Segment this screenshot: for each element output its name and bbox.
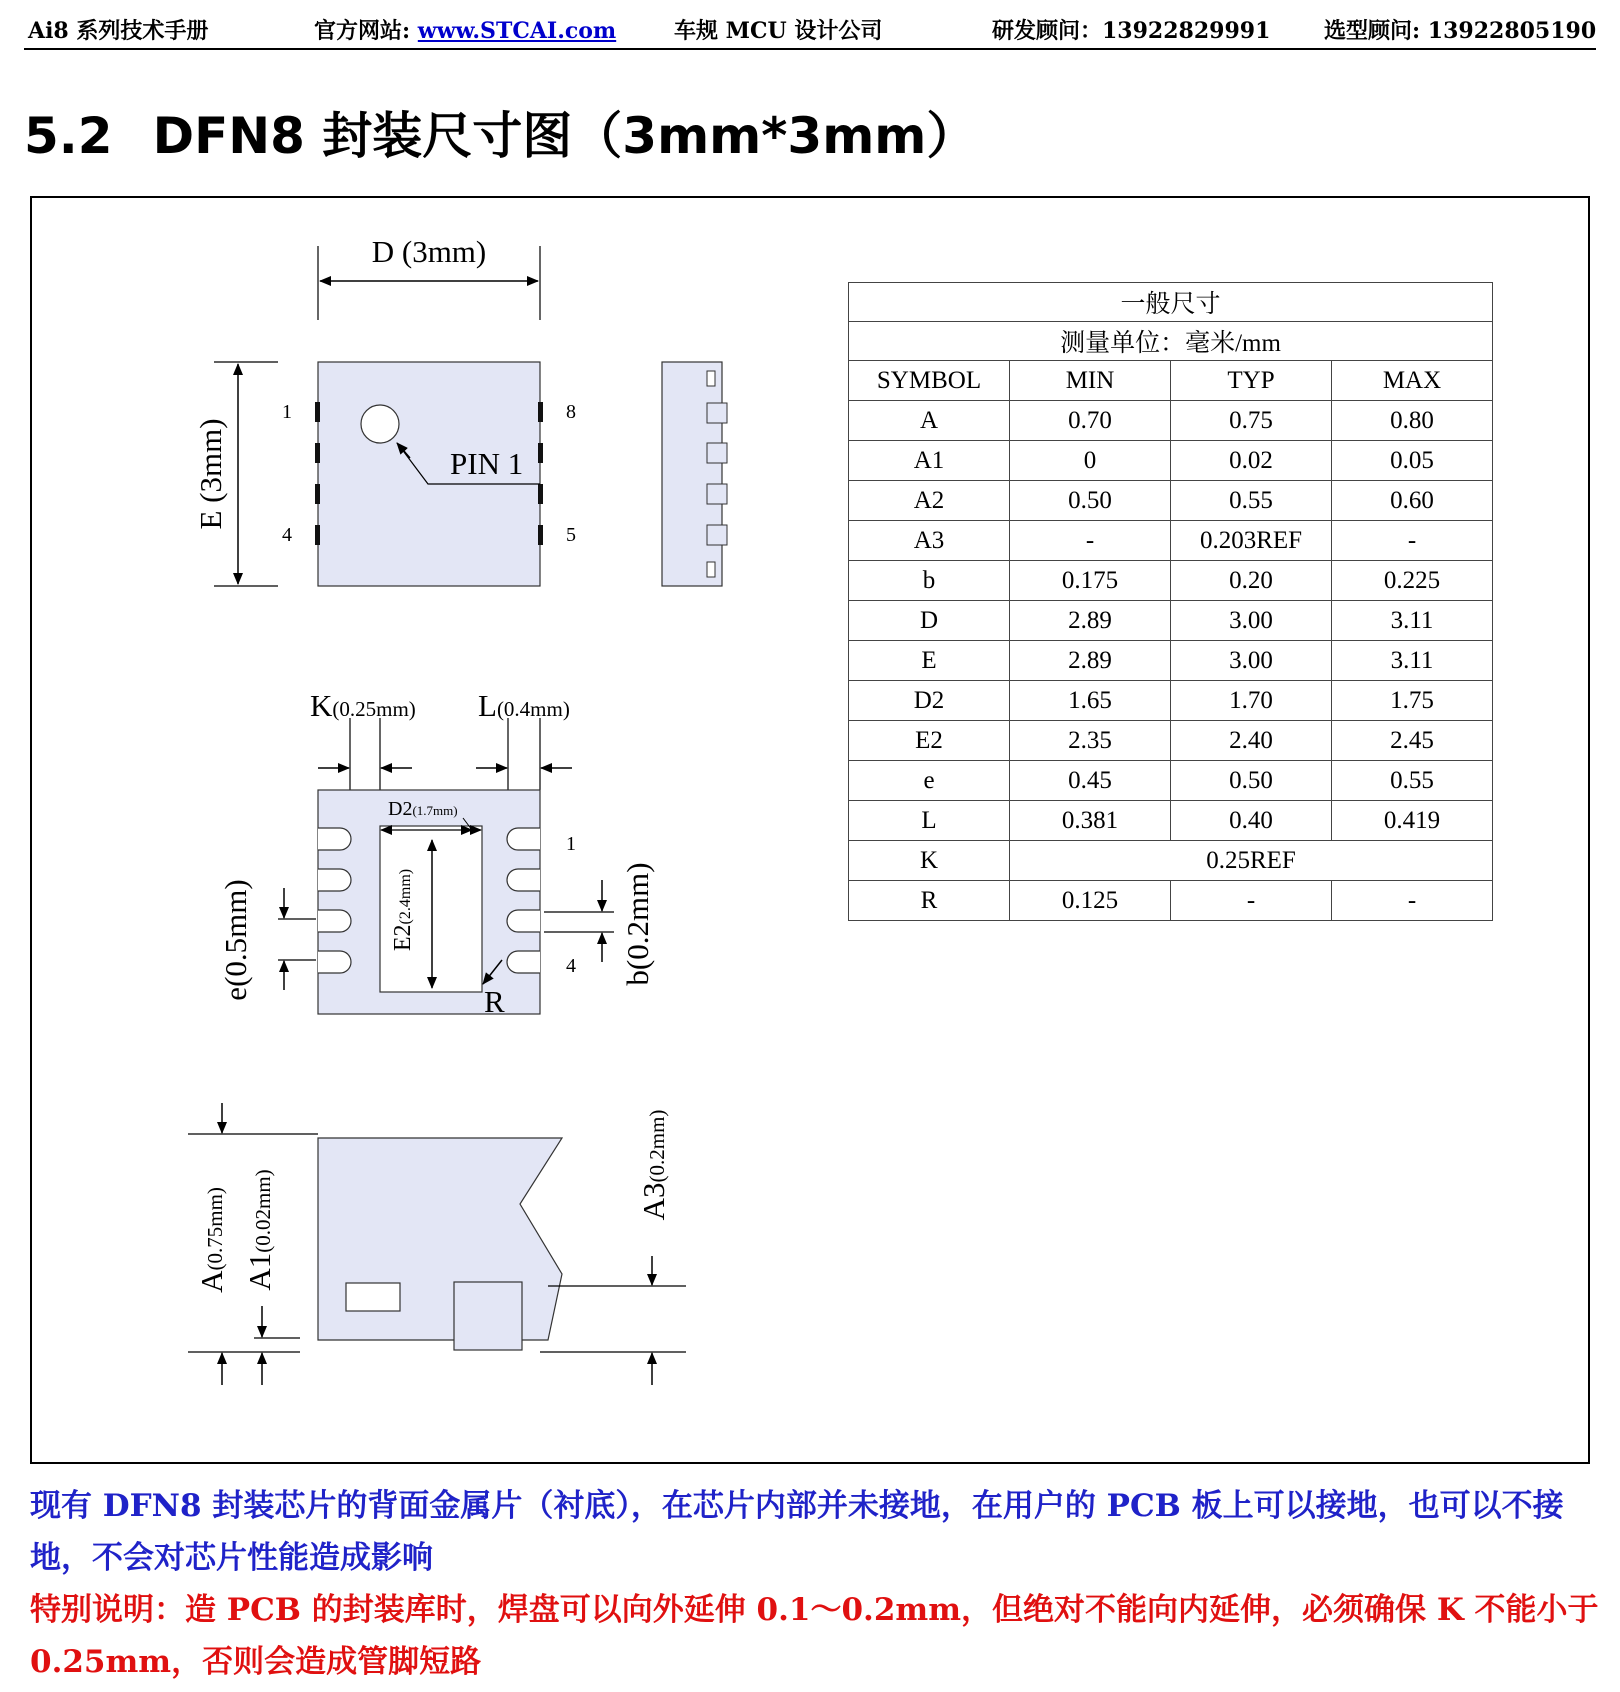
r-label: R	[484, 984, 505, 1019]
table-row	[849, 641, 1493, 681]
value-cell: 0.80	[1332, 401, 1493, 441]
value-cell: 0.203REF	[1171, 521, 1332, 561]
symbol-cell: A1	[849, 441, 1010, 481]
e-pitch-label: e(0.5mm)	[218, 879, 253, 1001]
value-cell: -	[1010, 521, 1171, 561]
value-cell: 0.05	[1332, 441, 1493, 481]
value-cell: 2.89	[1010, 601, 1171, 641]
l-dim-label: L(0.4mm)	[478, 688, 570, 723]
value-cell: 3.00	[1171, 601, 1332, 641]
value-cell: 0.50	[1010, 481, 1171, 521]
table-row	[849, 521, 1493, 561]
site-label-text: 官方网站:	[314, 18, 411, 44]
value-cell: 0.225	[1332, 561, 1493, 601]
table-row	[849, 761, 1493, 801]
value-cell: 2.40	[1171, 721, 1332, 761]
bottom-pin-4: 4	[566, 955, 576, 977]
pin-num-1: 1	[282, 401, 292, 423]
symbol-cell: K	[849, 841, 1010, 881]
end-view	[662, 362, 727, 586]
a1-height-label: A1(0.02mm)	[242, 1169, 277, 1291]
pin1-marker	[361, 405, 399, 443]
table-row	[849, 841, 1493, 881]
company-text: 车规 MCU 设计公司	[674, 18, 883, 44]
top-view	[193, 234, 576, 586]
substrate-note: 现有 DFN8 封装芯片的背面金属片（衬底），在芯片内部并未接地，在用户的 PCB 板上可以接地，也可以不接地，不会对芯片性能造成影响	[30, 1488, 1564, 1576]
table-row	[849, 601, 1493, 641]
value-cell: 0.45	[1010, 761, 1171, 801]
e-dim-label: E (3mm)	[193, 418, 228, 530]
d-dim-label: D (3mm)	[371, 234, 487, 269]
table-row	[849, 481, 1493, 521]
table-header-row	[849, 361, 1493, 401]
symbol-cell: A3	[849, 521, 1010, 561]
symbol-cell: e	[849, 761, 1010, 801]
value-cell: -	[1332, 521, 1493, 561]
table-title: 一般尺寸	[849, 283, 1493, 322]
rd-contact: 研发顾问：13922829991	[992, 18, 1271, 44]
value-cell: 2.35	[1010, 721, 1171, 761]
header-symbol: SYMBOL	[849, 361, 1010, 401]
symbol-cell: L	[849, 801, 1010, 841]
symbol-cell: D2	[849, 681, 1010, 721]
value-cell: 0.419	[1332, 801, 1493, 841]
pin1-label: PIN 1	[450, 446, 524, 481]
table-row	[849, 881, 1493, 921]
bottom-view	[218, 688, 655, 1019]
header-max: MAX	[1332, 361, 1493, 401]
value-cell: 0.02	[1171, 441, 1332, 481]
dimension-table	[848, 282, 1493, 921]
table-row	[849, 721, 1493, 761]
pin-num-5: 5	[566, 524, 576, 546]
doc-title: Ai8 系列技术手册	[28, 18, 209, 44]
value-cell: 0.40	[1171, 801, 1332, 841]
header-min: MIN	[1010, 361, 1171, 401]
table-title-row	[849, 283, 1493, 322]
section-number: 5.2	[24, 107, 113, 165]
symbol-cell: b	[849, 561, 1010, 601]
symbol-cell: A	[849, 401, 1010, 441]
symbol-cell: D	[849, 601, 1010, 641]
value-cell: 0	[1010, 441, 1171, 481]
table-row	[849, 681, 1493, 721]
value-cell: -	[1332, 881, 1493, 921]
symbol-cell: E	[849, 641, 1010, 681]
section-title-text: DFN8 封装尺寸图（3mm*3mm）	[152, 107, 977, 165]
value-cell: 1.70	[1171, 681, 1332, 721]
value-cell: 0.175	[1010, 561, 1171, 601]
table-row	[849, 561, 1493, 601]
value-cell: 1.65	[1010, 681, 1171, 721]
table-unit-row	[849, 322, 1493, 361]
k-dim-label: K(0.25mm)	[310, 688, 416, 723]
sel-contact: 选型顾问: 13922805190	[1324, 18, 1597, 44]
symbol-cell: A2	[849, 481, 1010, 521]
table-row	[849, 801, 1493, 841]
site-link[interactable]: www.STCAI.com	[417, 18, 617, 44]
value-cell: 0.20	[1171, 561, 1332, 601]
value-cell: 3.11	[1332, 641, 1493, 681]
value-cell: 3.11	[1332, 601, 1493, 641]
value-cell: 0.50	[1171, 761, 1332, 801]
value-cell: -	[1171, 881, 1332, 921]
value-cell: 2.89	[1010, 641, 1171, 681]
symbol-cell: E2	[849, 721, 1010, 761]
a-height-label: A(0.75mm)	[194, 1187, 229, 1293]
a3-height-label: A3(0.2mm)	[636, 1109, 671, 1221]
d2-dim-label: D2(1.7mm)	[388, 798, 458, 820]
value-cell: 2.45	[1332, 721, 1493, 761]
value-cell: 0.60	[1332, 481, 1493, 521]
table-row	[849, 401, 1493, 441]
table-unit: 测量单位：毫米/mm	[849, 322, 1493, 361]
pin-num-4: 4	[282, 524, 292, 546]
value-cell: 0.381	[1010, 801, 1171, 841]
section-view	[188, 1103, 686, 1385]
symbol-cell: R	[849, 881, 1010, 921]
b-width-label: b(0.2mm)	[620, 862, 655, 986]
exposed-pad	[380, 826, 482, 992]
pin-num-8: 8	[566, 401, 576, 423]
value-cell: 3.00	[1171, 641, 1332, 681]
value-cell: 0.125	[1010, 881, 1171, 921]
e2-dim-label: E2(2.4mm)	[390, 868, 416, 952]
value-cell: 1.75	[1332, 681, 1493, 721]
value-cell: 0.75	[1171, 401, 1332, 441]
header-typ: TYP	[1171, 361, 1332, 401]
value-cell: 0.70	[1010, 401, 1171, 441]
value-cell: 0.25REF	[1010, 841, 1493, 881]
value-cell: 0.55	[1332, 761, 1493, 801]
table-row	[849, 441, 1493, 481]
pcb-warning-note: 特别说明：造 PCB 的封装库时，焊盘可以向外延伸 0.1～0.2mm，但绝对不能向内延伸，必须确保 K 不能小于 0.25mm，否则会造成管脚短路	[30, 1592, 1599, 1680]
value-cell: 0.55	[1171, 481, 1332, 521]
bottom-pin-1: 1	[566, 833, 576, 855]
